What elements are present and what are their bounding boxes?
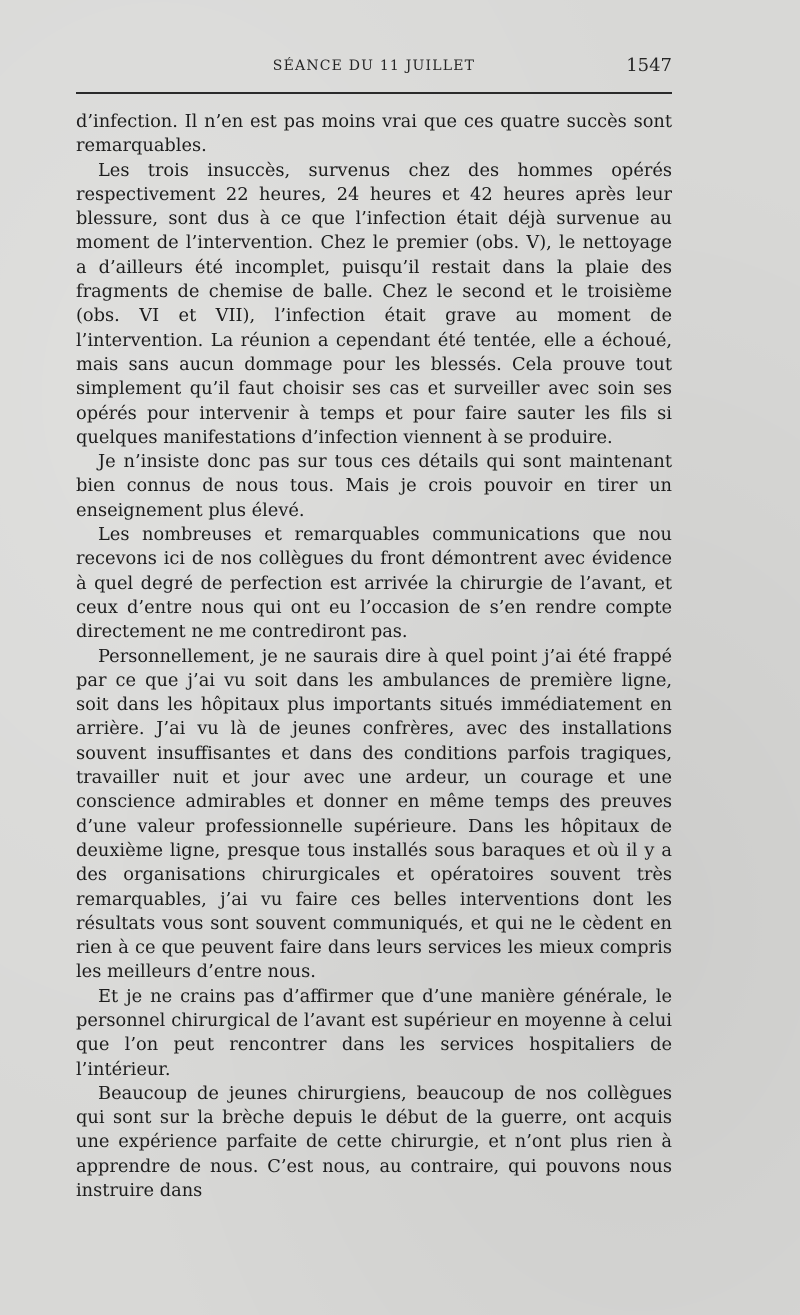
- running-title: SÉANCE DU 11 JUILLET: [272, 58, 476, 74]
- body-text: [76, 110, 672, 1203]
- page-number: 1547: [626, 55, 672, 76]
- paragraph-continuation: d’infection. Il n’en est pas moins vrai que ces quatre succès sont remarquables.: [76, 111, 672, 157]
- paragraph: Les nombreuses et remarquables communications que nou recevons ici de nos collègues du front démontrent avec évidence à quel degré de perfection est arrivée la chirurgie de l’avant, et ceux d’entre nous qui ont eu l’occasion de s’en rendre compte directement ne me contrediront pas.: [76, 524, 672, 643]
- page-header: [76, 52, 672, 80]
- paragraph: Et je ne crains pas d’affirmer que d’une manière générale, le personnel chirurgical de l’avant est supérieur en moyenne à celui que l’on peut rencontrer dans les services hospitaliers de l’intérieur.: [76, 985, 672, 1080]
- header-rule: [76, 92, 672, 94]
- paragraph: Les trois insuccès, survenus chez des hommes opérés respectivement 22 heures, 24 heures et 42 heures après leur blessure, sont dus à ce que l’infection était déjà survenue au moment de l’intervention. Chez le premier (obs. V), le nettoyage a d’ailleurs été incomplet, puisqu’il restait dans la plaie des fragments de chemise de balle. Chez le second et le troisième (obs. VI et VII), l’infection était grave au moment de l’intervention. La réunion a cependant été tentée, elle a échoué, mais sans aucun dommage pour les blessés. Cela prouve tout simplement qu’il faut choisir ses cas et surveiller avec soin ses opérés pour intervenir à temps et pour faire sauter les fils si quelques manifestations d’infection viennent à se produire.: [76, 159, 672, 448]
- paragraph: Je n’insiste donc pas sur tous ces détails qui sont maintenant bien connus de nous tous. Mais je crois pouvoir en tirer un enseignement plus élevé.: [76, 451, 672, 521]
- paragraph: Beaucoup de jeunes chirurgiens, beaucoup de nos collègues qui sont sur la brèche depuis le début de la guerre, ont acquis une expérience parfaite de cette chirurgie, et n’ont plus rien à apprendre de nous. C’est nous, au contraire, qui pouvons nous instruire dans: [76, 1082, 672, 1202]
- paragraph: Personnellement, je ne saurais dire à quel point j’ai été frappé par ce que j’ai vu soit dans les ambulances de première ligne, soit dans les hôpitaux plus importants situés immédiatement en arrière. J’ai vu là de jeunes confrères, avec des installations souvent insuffisantes et dans des conditions parfois tragiques, travailler nuit et jour avec une ardeur, un courage et une conscience admirables et donner en même temps des preuves d’une valeur professionnelle supérieure. Dans les hôpitaux de deuxième ligne, presque tous installés sous baraques et où il y a des organisations chirurgicales et opératoires souvent très remarquables, j’ai vu faire ces belles interventions dont les résultats vous sont souvent communiqués, et qui ne le cèdent en rien à ce que peuvent faire dans leurs services les mieux compris les meilleurs d’entre nous.: [76, 645, 672, 983]
